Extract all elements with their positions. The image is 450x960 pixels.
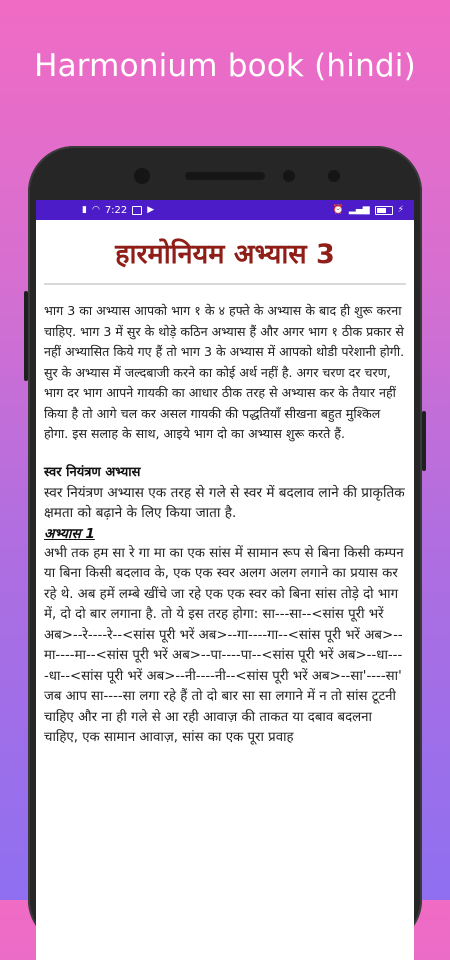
proximity-sensor-icon	[283, 170, 295, 182]
light-sensor-icon	[328, 170, 340, 182]
phone-frame	[28, 146, 422, 946]
app-screen	[36, 200, 414, 960]
volume-button	[24, 291, 28, 381]
charging-icon: ⚡	[397, 204, 404, 215]
front-camera-icon	[134, 168, 150, 184]
section-paragraph: स्वर नियंत्रण अभ्यास एक तरह से गले से स्वर में बदलाव लाने की प्राकृतिक क्षमता को बढ़ाने के लिए किया जाता है.	[44, 484, 405, 521]
earpiece-speaker	[185, 172, 265, 180]
intro-paragraph: भाग 3 का अभ्यास आपको भाग १ के ४ हफ्ते के अभ्यास के बाद ही शुरू करना चाहिए. भाग 3 में सुर के थोड़े कठिन अभ्यास हैं और अगर भाग १ ठीक प्रकार से नहीं अभ्यासित किये गए हैं तो भाग 3 के अभ्यास में आपको थोडी परेशानी होगी. सुर के अभ्यास में जल्दबाजी करने का कोई अर्थ नहीं है. अगर चरण दर चरण, भाग दर भाग आपने गायकी का आधार ठीक तरह से अभ्यास कर के तैयार नहीं किया है तो आगे चल कर असल गायकी की पद्धतियाँ सीखना बहुत मुश्किल होगा. इस सलाह के साथ, आइये भाग दो का अभ्यास शुरू करते हैं.	[44, 303, 405, 441]
alarm-icon: ⏰	[332, 204, 344, 215]
promo-title: Harmonium book (hindi)	[34, 48, 416, 84]
status-bar	[36, 200, 414, 220]
signal-icon: ▂▄▆	[348, 204, 370, 215]
play-icon: ▶	[147, 204, 155, 215]
power-button	[422, 411, 426, 471]
section-heading: स्वर नियंत्रण अभ्यास	[44, 464, 141, 480]
notification-icon	[132, 206, 142, 215]
status-time: 7:22	[104, 204, 128, 216]
sim-icon: ▮	[82, 204, 87, 215]
exercise-heading: अभ्यास 1	[44, 525, 95, 542]
article-content[interactable]	[36, 234, 414, 749]
battery-icon	[375, 206, 393, 215]
article-title: हारमोनियम अभ्यास 3	[115, 239, 335, 270]
wifi-icon: ◠	[91, 204, 100, 215]
exercise-paragraph: अभी तक हम सा रे गा मा का एक सांस में सामान रूप से बिना किसी कम्पन या बिना किसी बदलाव के, एक एक स्वर अलग अलग लगाने का प्रयास कर रहे थे. अब हमें लम्बे खींचे जा रहे एक एक स्वर को बिना सांस तोड़े दो भाग में, दो दो बार लगाना है. तो ये इस तरह होगा: सा---सा--<सांस पूरी भरें अब>--रे----रे--<सांस पूरी भरें अब>--गा----गा--<सांस पूरी भरें अब>--मा----मा--<सांस पूरी भरें अब>--पा----पा--<सांस पूरी भरें अब>--धा----धा--<सांस पूरी भरें अब>--नी----नी--<सांस पूरी भरें अब>--सा'----सा' जब आप सा----सा लगा रहे हैं तो दो बार सा सा लगाने में न तो सांस टूटनी चाहिए और ना ही गले से आ रही आवाज़ की ताकत या दबाव बदलना चाहिए, एक सामान आवाज़, सांस का एक पूरा प्रवाह	[44, 545, 404, 745]
title-divider	[44, 283, 406, 285]
